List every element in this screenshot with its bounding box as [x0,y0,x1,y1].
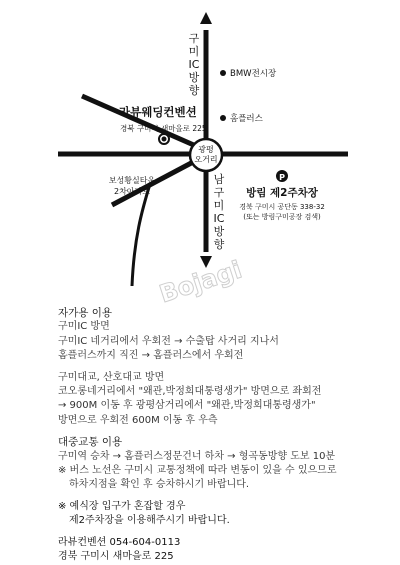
venue-marker-dot-icon [162,137,167,142]
car-section-title: 자가용 이용 [58,307,113,319]
south-road-label [214,172,225,251]
intersection-label-line1: 광평 [198,145,214,154]
car-line: 구미IC 네거리에서 우회전 → 수출탑 사거리 지나서 [58,335,279,347]
intersection-label-line2: 오거리 [194,155,218,164]
contact-line: 라뷰컨벤션 054-604-0113 [58,536,181,548]
address-line: 경북 구미시 새마을로 225 [58,551,174,563]
north-arrow-icon [200,12,212,24]
venue-name: 라뷰웨딩컨벤션 [119,105,197,119]
north-label-char: 향 [188,84,200,97]
south-label-char: 향 [213,238,225,251]
watermark-text: Bojagi [156,255,246,309]
spacer [58,364,378,371]
homeplus-label: 홈플러스 [230,114,263,124]
spacer [58,529,378,536]
directions-panel [58,306,378,565]
transit-section-title: 대중교통 이용 [58,436,123,449]
car-line: → 900M 이동 후 광평삼거리에서 "왜관,박정희대통령생가" [58,400,316,412]
parking-name: 방림 제2주차장 [246,187,318,199]
apartment-label-line2: 2차아파트 [113,187,151,196]
bmw-dot-icon [220,70,226,76]
car-line: 구미IC 방면 [58,321,110,333]
apartment-label-line1: 보성황실타운 [108,176,156,185]
south-label-char: 방 [213,225,225,238]
transit-note-line1: ※ 버스 노선은 구미시 교통정책에 따라 변동이 있을 수 있으므로 [58,465,337,477]
transit-line: 구미역 승차 → 홈플러스정문건너 하차 → 형곡동방향 도보 10분 [58,450,336,462]
parking-note-line1: ※ 예식장 입구가 혼잡할 경우 [58,500,186,512]
spacer [58,428,378,435]
homeplus-dot-icon [220,115,226,121]
venue-address: 경북 구미시 새마을로 225 [120,124,207,133]
northwest-diagonal-road [82,96,196,146]
car-line: 코오롱네거리에서 "왜관,박정희대통령생가" 방면으로 좌회전 [58,386,322,398]
north-road-label [189,32,200,97]
south-label-char: 남 [213,173,225,186]
north-label-char: 방 [188,71,200,84]
transit-note-line2: 하차지점을 확인 후 승차하시기 바랍니다. [69,479,250,491]
bojagi-watermark [140,250,260,310]
parking-address: 경북 구미시 공단동 338-32 [239,203,325,211]
car-line: 구미대교, 산호대교 방면 [58,371,165,383]
parking-search-note: (또는 방림구미공장 검색) [243,213,321,221]
south-label-char: 미 [213,199,225,212]
bmw-label: BMW전시장 [230,69,277,79]
parking-note-line2: 제2주차장을 이용해주시기 바랍니다. [69,515,230,527]
spacer [58,493,378,500]
north-label-char: 미 [188,45,200,58]
car-line: 방면으로 우회전 600M 이동 후 우측 [58,414,218,426]
south-label-char: 구 [213,186,225,199]
north-label-char: 구 [188,32,200,45]
parking-icon-letter: P [279,173,285,182]
car-line: 홈플러스까지 직진 → 홈플러스에서 우회전 [58,350,244,362]
north-label-char: IC [188,58,200,71]
south-label-char: IC [213,212,225,225]
